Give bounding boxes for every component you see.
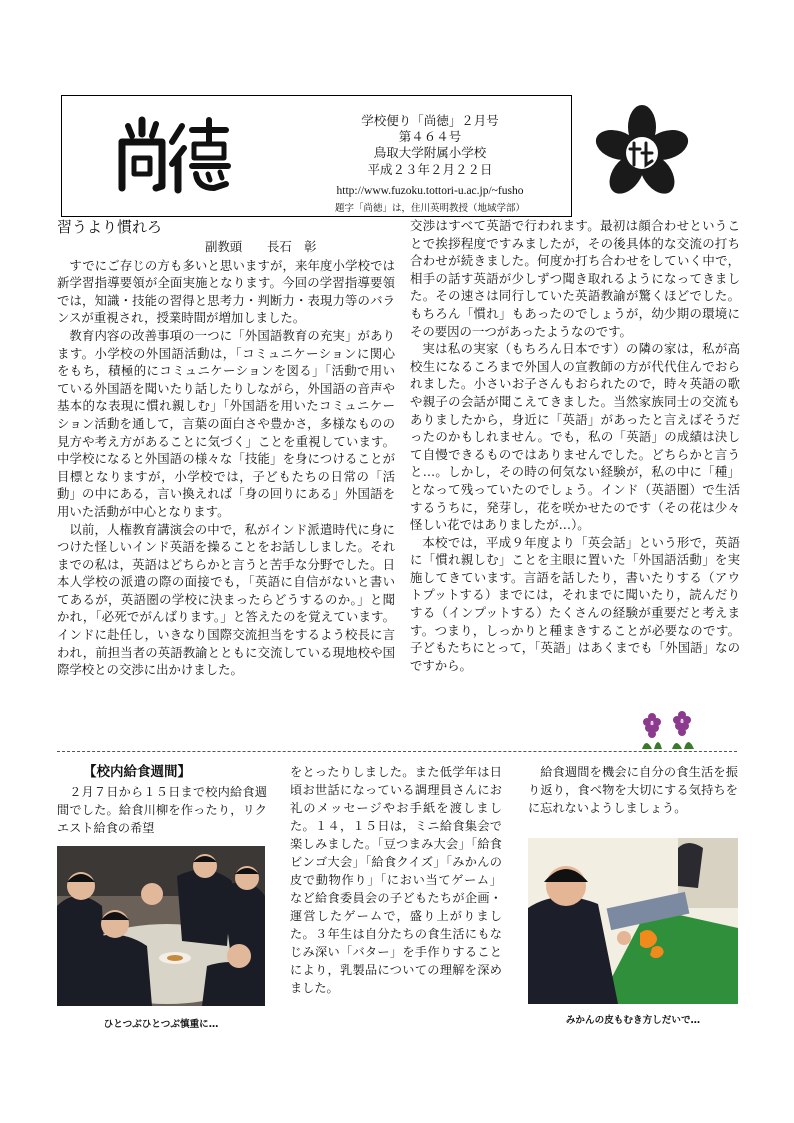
lunch-paragraph: をとったりしました。また低学年は日頃お世話になっている調理員さんにお礼のメッセージやお手紙を渡しました。１４，１５日は，ミニ給食集会で楽しみました。「豆つまみ大会」「給食ビンゴ大会」「給食クイズ」「みかんの皮で動物作り」「におい当てゲーム」など給食委員会の子どもたちが企画・運営したゲームで，盛り上がりました。３年生は自分たちの食生活にもなじみ深い「バター」を手作りすることにより，乳製品についての理解を深めました。 <box>290 765 502 995</box>
article-paragraph: すでにご存じの方も多いと思いますが，来年度小学校では新学習指導要領が全面実施となります。今回の学習指導要領では，知識・技能の習得と思考力・判断力・表現力等のバランスが重視され，授業時間が増加しました。 <box>57 257 395 326</box>
title-credit: 題字「尚徳」は，住川英明教授（地域学部） <box>334 203 525 214</box>
lunch-paragraph: ２月７日から１５日まで校内給食週間でした。給食川柳を作ったり，リクエスト給食の希望 <box>57 785 267 835</box>
issue-number: 第４６４号 <box>398 129 462 144</box>
article-paragraph: 以前，人権教育講演会の中で，私がインド派遣時代に身につけた怪しいインド英語を操ることをお話ししました。それまでの私は，英語はどちらかと言うと苦手な分野でした。日本人学校の派遣の際の面接でも，「英語に自信がないと書いてあるが，英語圏の学校に決まったらどうするのか。」と聞かれ，「必死でがんばります。」と答えたのを覚えています。インドに赴任し，いきなり国際交流担当をするよう校長に言われ，前担当者の英語教諭とともに交流している現地校や国際学校との交渉に出かけました。 <box>57 521 395 678</box>
article-right-column <box>410 217 740 674</box>
photo-caption-2: みかんの皮もむき方しだいで… <box>565 1015 701 1026</box>
lunch-column-1 <box>57 763 267 837</box>
photo-caption-1: ひとつぶひとつぶ慎重に… <box>103 1019 219 1030</box>
issue-date: 平成２３年２月２２日 <box>367 162 493 177</box>
calligraphy-title-logo <box>110 108 240 198</box>
school-emblem-icon <box>590 103 695 198</box>
lunch-section-heading: 【校内給食週間】 <box>83 764 191 780</box>
lunch-column-2 <box>290 763 502 997</box>
article-paragraph: 交渉はすべて英語で行われます。最初は顔合わせということで挨拶程度ですみましたが，その後具体的な交流の打ち合わせが続きました。何度か打ち合わせをしていく中で，相手の話す英語が少しずつ聞き取れるようになってきました。その速さは同行していた英語教諭が驚くほどでした。もちろん「慣れ」もあったのでしょうが，幼少期の環境にその要因の一つがあったようなのです。 <box>410 218 740 339</box>
article-paragraph: 実は私の実家（もちろん日本です）の隣の家は，私が高校生になるころまで外国人の宣教師の方が代代住んでおられました。小さいお子さんもおられたので，時々英語の歌や親子の会話が聞こえてきました。当然家族同士の交流もありましたから，身近に「英語」があったと言えばそうだったのかもしれません。でも，私の「英語」の成績は決して自慢できるものではありませんでした。どちらかと言うと…。しかし，その時の何気ない経験が，私の中に「種」となって残っていたのでしょう。インド（英語圏）で生活するうちに，発芽し，花を咲かせたのです（その花は少々怪しい花ではありましたが…）。 <box>410 341 740 533</box>
newsletter-title: 学校便り「尚徳」２月号 <box>361 113 499 128</box>
section-divider <box>57 751 737 752</box>
article-left-column <box>57 217 395 679</box>
orange-peel-photo <box>528 838 738 1004</box>
lunch-event-photo <box>57 846 265 1006</box>
school-name: 鳥取大学附属小学校 <box>373 145 487 160</box>
lunch-paragraph: 給食週間を機会に自分の食生活を振り返り，食べ物を大切にする気持ちをに忘れないようしましょう。 <box>528 765 738 815</box>
article-paragraph: 本校では，平成９年度より「英会話」という形で，英語に「慣れ親しむ」ことを主眼に置いた「外国語活動」を実施してきています。言語を話したり，書いたりする（アウトプットする）までには，それまでに聞いたり，読んだりする（インプットする）たくさんの経験が重要だと考えます。つまり，しっかりと種まきすることが必要なのです。子どもたちにとって，「英語」はあくまでも「外国語」なのですから。 <box>410 534 740 673</box>
school-url-link[interactable]: http://www.fuzoku.tottori-u.ac.jp/~fusho <box>336 185 524 197</box>
article-title: 習うより慣れろ <box>57 218 163 236</box>
lunch-column-3 <box>528 763 738 817</box>
article-paragraph: 教育内容の改善事項の一つに「外国語教育の充実」があります。小学校の外国語活動は，「コミュニケーションに関心をもち，積極的にコミュニケーションを図る」「活動で用いている外国語を聞いたり話したりしながら，外国語の音声や基本的な表現に慣れ親しむ」「外国語を用いたコミュニケーション活動を通して，言葉の面白さや豊かさ，多様なものの見方や考え方があることに気づく」ことを重視しています。中学校になると外国語の様々な「技能」を身につけることが目標となりますが，小学校では，子どもたちの日常の「活動」の中にある，言い換えれば「身の回りにある」外国語を用いた活動が中心となります。 <box>57 327 395 519</box>
article-byline: 副教頭 長石 彰 <box>205 239 317 254</box>
flower-decoration-icon <box>632 707 704 751</box>
